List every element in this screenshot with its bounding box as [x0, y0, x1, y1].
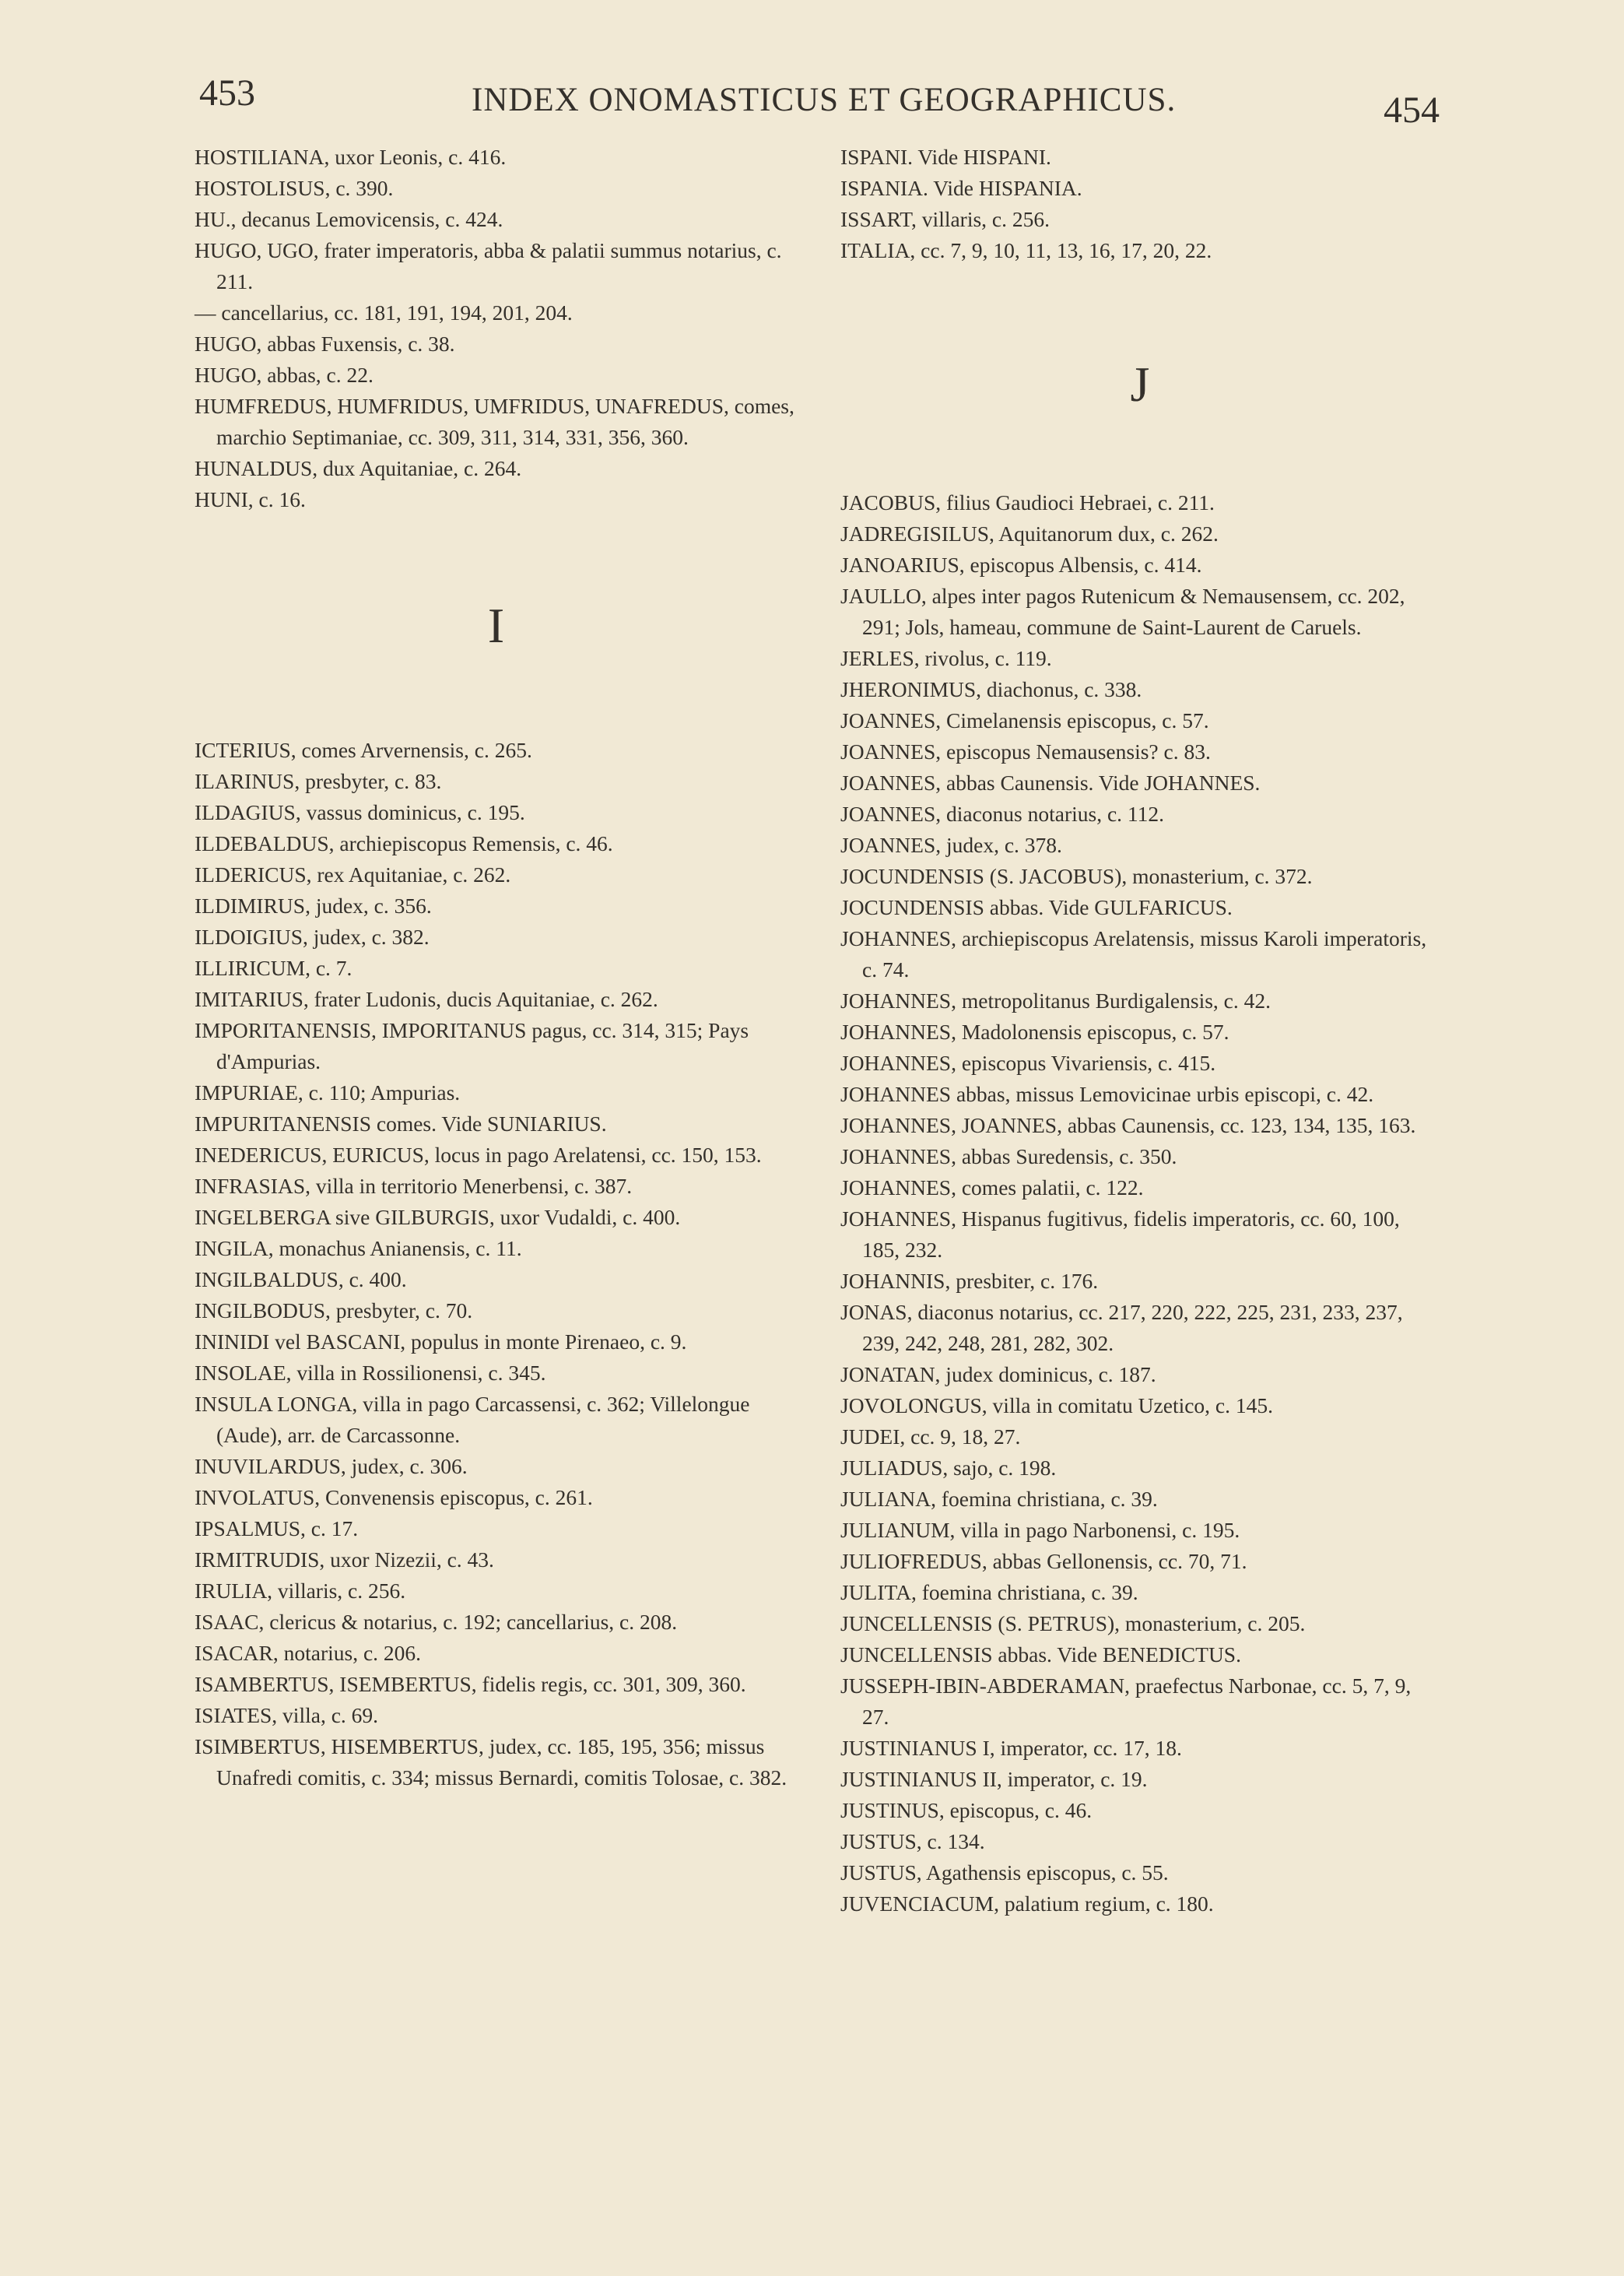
- index-entry: INEDERICUS, EURICUS, locus in pago Arelatensi, cc. 150, 153.: [195, 1143, 762, 1167]
- index-entry: JOANNES, judex, c. 378.: [840, 833, 1062, 857]
- index-entry: JOANNES, Cimelanensis episcopus, c. 57.: [840, 708, 1209, 732]
- index-entry: JUDEI, cc. 9, 18, 27.: [840, 1424, 1021, 1449]
- index-entry: ISPANI. Vide HISPANI.: [840, 145, 1051, 169]
- index-entry: JACOBUS, filius Gaudioci Hebraei, c. 211.: [840, 490, 1215, 515]
- index-entries-j: [840, 487, 1440, 1919]
- index-entry: JOHANNIS, presbiter, c. 176.: [840, 1269, 1099, 1293]
- index-entry: JULIANA, foemina christiana, c. 39.: [840, 1487, 1158, 1511]
- index-entry: ILLIRICUM, c. 7.: [195, 956, 353, 980]
- index-entry: HUNALDUS, dux Aquitaniae, c. 264.: [195, 456, 522, 480]
- index-entry: INVOLATUS, Convenensis episcopus, c. 261.: [195, 1485, 593, 1509]
- index-entry: JOHANNES, metropolitanus Burdigalensis, c. 42.: [840, 989, 1271, 1013]
- index-entry: ININIDI vel BASCANI, populus in monte Pirenaeo, c. 9.: [195, 1329, 687, 1354]
- running-title: INDEX ONOMASTICUS ET GEOGRAPHICUS.: [472, 82, 1177, 118]
- index-entry: JUNCELLENSIS abbas. Vide BENEDICTUS.: [840, 1642, 1241, 1667]
- left-page-number: 453: [199, 72, 255, 114]
- index-entry: IPSALMUS, c. 17.: [195, 1516, 359, 1540]
- index-entry: HUGO, UGO, frater imperatoris, abba & palatii summus notarius, c. 211.: [195, 238, 782, 293]
- index-entry: HOSTILIANA, uxor Leonis, c. 416.: [195, 145, 507, 169]
- section-letter-j: J: [1130, 357, 1150, 412]
- index-entry: JUSTUS, c. 134.: [840, 1829, 985, 1853]
- index-entry: INUVILARDUS, judex, c. 306.: [195, 1454, 468, 1478]
- index-entry: JOHANNES abbas, missus Lemovicinae urbis episcopi, c. 42.: [840, 1082, 1374, 1106]
- index-entry: IMITARIUS, frater Ludonis, ducis Aquitaniae, c. 262.: [195, 987, 658, 1011]
- index-entry: JULIADUS, sajo, c. 198.: [840, 1456, 1057, 1480]
- index-entry: HU., decanus Lemovicensis, c. 424.: [195, 207, 503, 231]
- index-entry: HUGO, abbas Fuxensis, c. 38.: [195, 332, 455, 356]
- index-entry: JOVOLONGUS, villa in comitatu Uzetico, c. 145.: [840, 1393, 1274, 1417]
- index-entry: ISPANIA. Vide HISPANIA.: [840, 176, 1082, 200]
- index-entry: JAULLO, alpes inter pagos Rutenicum & Nemausensem, cc. 202, 291; Jols, hameau, commune de Saint-Laurent de Caruels.: [840, 584, 1405, 639]
- index-entry: ISACAR, notarius, c. 206.: [195, 1641, 422, 1665]
- index-entry: JOCUNDENSIS abbas. Vide GULFARICUS.: [840, 895, 1233, 919]
- index-entry: ILDIMIRUS, judex, c. 356.: [195, 894, 432, 918]
- index-entry: ISIATES, villa, c. 69.: [195, 1703, 379, 1727]
- index-entry: ILARINUS, presbyter, c. 83.: [195, 769, 442, 793]
- index-entry: JOCUNDENSIS (S. JACOBUS), monasterium, c. 372.: [840, 864, 1313, 888]
- index-entry: JOHANNES, Madolonensis episcopus, c. 57.: [840, 1020, 1229, 1044]
- index-entry: IRULIA, villaris, c. 256.: [195, 1579, 406, 1603]
- right-page-number: 454: [1384, 90, 1440, 131]
- right-column: [840, 142, 1440, 1919]
- index-entry: ISAAC, clericus & notarius, c. 192; cancellarius, c. 208.: [195, 1610, 678, 1634]
- index-entries-h: [195, 142, 798, 515]
- index-entry: INGILBALDUS, c. 400.: [195, 1267, 407, 1291]
- index-entry: HOSTOLISUS, c. 390.: [195, 176, 394, 200]
- index-entry: JONATAN, judex dominicus, c. 187.: [840, 1362, 1156, 1386]
- index-entry: JOHANNES, episcopus Vivariensis, c. 415.: [840, 1051, 1216, 1075]
- index-entry: — cancellarius, cc. 181, 191, 194, 201, 204.: [195, 300, 573, 325]
- index-entry: JOANNES, abbas Caunensis. Vide JOHANNES.: [840, 771, 1261, 795]
- index-entry: ILDEBALDUS, archiepiscopus Remensis, c. 46.: [195, 831, 613, 855]
- index-entry: INGILA, monachus Anianensis, c. 11.: [195, 1236, 522, 1260]
- index-entry: IMPURITANENSIS comes. Vide SUNIARIUS.: [195, 1112, 607, 1136]
- index-entry: JOHANNES, comes palatii, c. 122.: [840, 1175, 1144, 1199]
- index-entry: INSULA LONGA, villa in pago Carcassensi, c. 362; Villelongue (Aude), arr. de Carcassonne.: [195, 1392, 750, 1447]
- index-entry: JOHANNES, JOANNES, abbas Caunensis, cc. 123, 134, 135, 163.: [840, 1113, 1416, 1137]
- index-entry: JOHANNES, abbas Suredensis, c. 350.: [840, 1144, 1177, 1168]
- index-entry: HUNI, c. 16.: [195, 487, 306, 511]
- index-entry: INSOLAE, villa in Rossilionensi, c. 345.: [195, 1361, 546, 1385]
- index-entry: JUSTUS, Agathensis episcopus, c. 55.: [840, 1860, 1169, 1884]
- index-entry: ICTERIUS, comes Arvernensis, c. 265.: [195, 738, 532, 762]
- index-entry: ISIMBERTUS, HISEMBERTUS, judex, cc. 185, 195, 356; missus Unafredi comitis, c. 334; missus Bernardi, comitis Tolosae, c. 382.: [195, 1734, 787, 1790]
- index-entries-i-continued: [840, 142, 1440, 266]
- index-entry: JONAS, diaconus notarius, cc. 217, 220, 222, 225, 231, 233, 237, 239, 242, 248, 281, 282, 302.: [840, 1300, 1403, 1355]
- index-entry: INGELBERGA sive GILBURGIS, uxor Vudaldi, c. 400.: [195, 1205, 681, 1229]
- index-entry: IMPURIAE, c. 110; Ampurias.: [195, 1080, 461, 1105]
- page-header: [0, 72, 1624, 134]
- index-entry: JOANNES, episcopus Nemausensis? c. 83.: [840, 739, 1211, 764]
- index-entry: IMPORITANENSIS, IMPORITANUS pagus, cc. 314, 315; Pays d'Ampurias.: [195, 1018, 749, 1073]
- index-entry: ISAMBERTUS, ISEMBERTUS, fidelis regis, cc. 301, 309, 360.: [195, 1672, 746, 1696]
- index-entry: ISSART, villaris, c. 256.: [840, 207, 1051, 231]
- index-entry: JERLES, rivolus, c. 119.: [840, 646, 1052, 670]
- index-entry: ITALIA, cc. 7, 9, 10, 11, 13, 16, 17, 20, 22.: [840, 238, 1212, 262]
- index-entry: INFRASIAS, villa in territorio Menerbensi, c. 387.: [195, 1174, 633, 1198]
- index-entry: HUMFREDUS, HUMFRIDUS, UMFRIDUS, UNAFREDUS, comes, marchio Septimaniae, cc. 309, 311, 314, 331, 356, 360.: [195, 394, 794, 449]
- index-entry: ILDERICUS, rex Aquitaniae, c. 262.: [195, 862, 511, 887]
- index-entry: JANOARIUS, episcopus Albensis, c. 414.: [840, 553, 1202, 577]
- index-entry: JULIANUM, villa in pago Narbonensi, c. 195.: [840, 1518, 1240, 1542]
- index-entry: JADREGISILUS, Aquitanorum dux, c. 262.: [840, 522, 1219, 546]
- index-entry: JULITA, foemina christiana, c. 39.: [840, 1580, 1138, 1604]
- index-entry: JUSTINIANUS I, imperator, cc. 17, 18.: [840, 1736, 1182, 1760]
- index-entry: JUNCELLENSIS (S. PETRUS), monasterium, c. 205.: [840, 1611, 1306, 1635]
- index-entry: JUSTINUS, episcopus, c. 46.: [840, 1798, 1093, 1822]
- index-entry: IRMITRUDIS, uxor Nizezii, c. 43.: [195, 1547, 494, 1572]
- left-column: [195, 142, 798, 1793]
- index-entry: ILDOIGIUS, judex, c. 382.: [195, 925, 430, 949]
- index-entry: JULIOFREDUS, abbas Gellonensis, cc. 70, 71.: [840, 1549, 1247, 1573]
- section-letter-i: I: [487, 598, 505, 653]
- index-entry: JUSSEPH-IBIN-ABDERAMAN, praefectus Narbonae, cc. 5, 7, 9, 27.: [840, 1674, 1412, 1729]
- index-entry: JHERONIMUS, diachonus, c. 338.: [840, 677, 1142, 701]
- index-entries-i: [195, 735, 798, 1793]
- index-entry: INGILBODUS, presbyter, c. 70.: [195, 1298, 473, 1322]
- index-entry: JOHANNES, Hispanus fugitivus, fidelis imperatoris, cc. 60, 100, 185, 232.: [840, 1206, 1400, 1262]
- index-entry: JUVENCIACUM, palatium regium, c. 180.: [840, 1891, 1214, 1916]
- index-entry: ILDAGIUS, vassus dominicus, c. 195.: [195, 800, 525, 824]
- index-entry: JOANNES, diaconus notarius, c. 112.: [840, 802, 1165, 826]
- index-entry: HUGO, abbas, c. 22.: [195, 363, 374, 387]
- index-entry: JOHANNES, archiepiscopus Arelatensis, missus Karoli imperatoris, c. 74.: [840, 926, 1427, 982]
- index-entry: JUSTINIANUS II, imperator, c. 19.: [840, 1767, 1148, 1791]
